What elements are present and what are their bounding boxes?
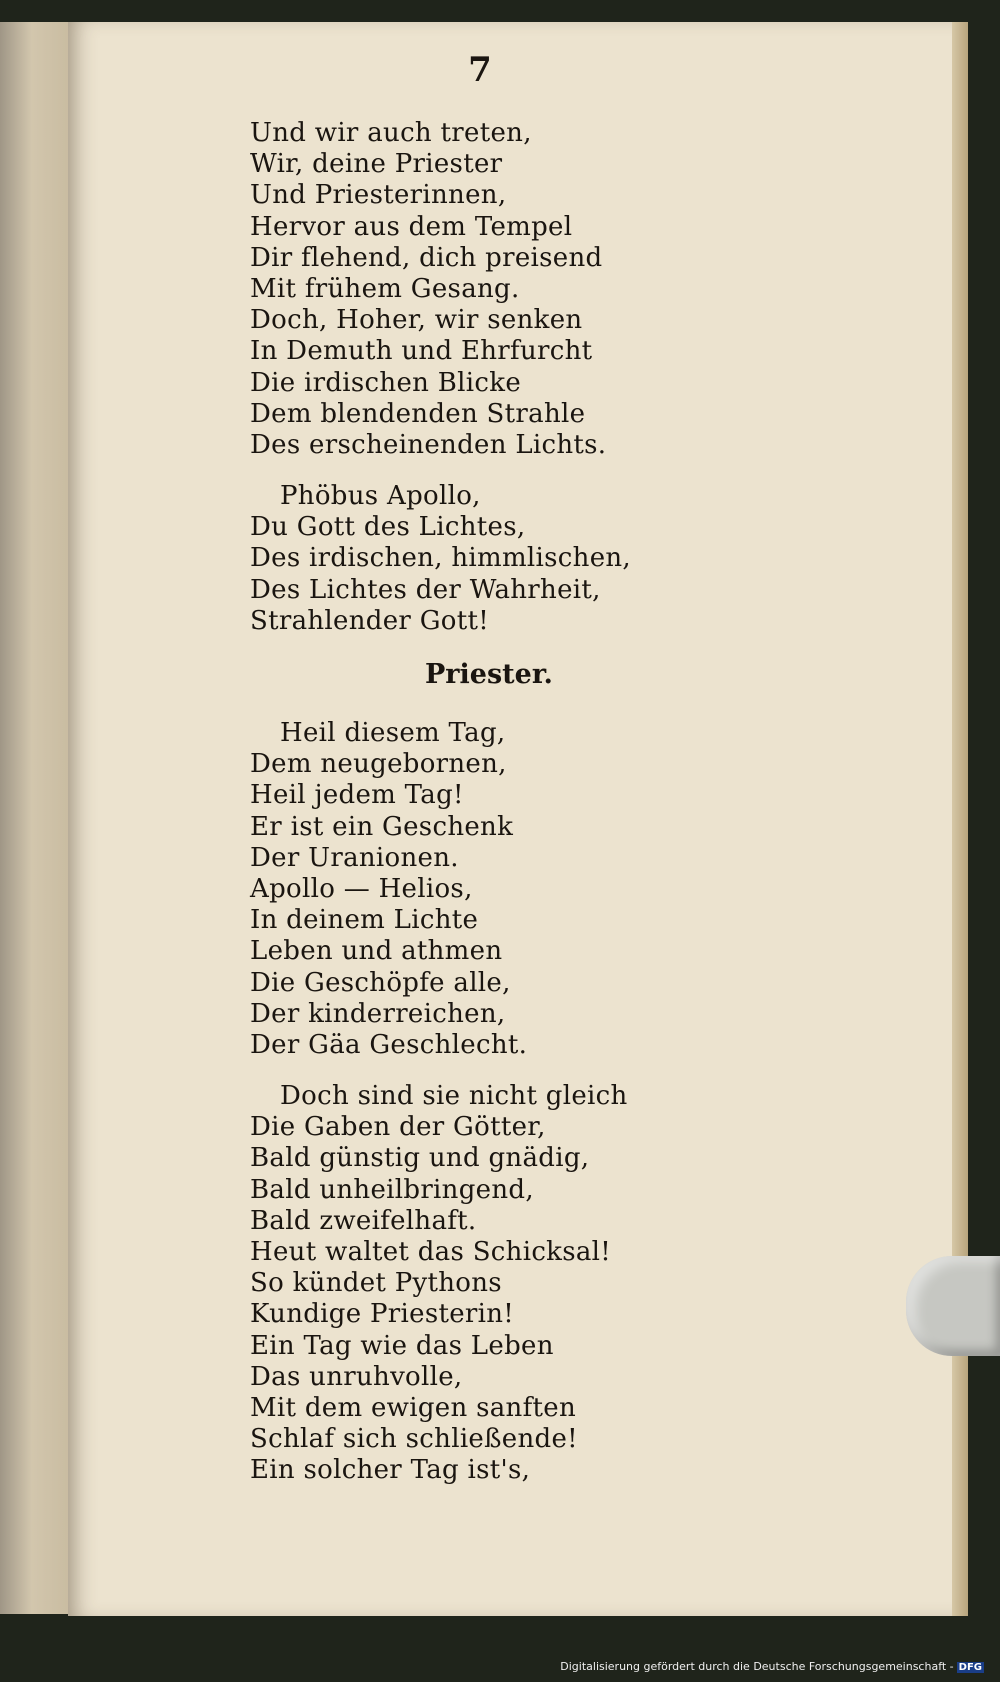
verse-line: Phöbus Apollo, bbox=[280, 481, 481, 512]
verse-line: Die Gaben der Götter, bbox=[250, 1112, 546, 1143]
stanza-3 bbox=[250, 718, 631, 1061]
verse-line: Apollo — Helios, bbox=[250, 873, 473, 904]
verse-line: Ein Tag wie das Leben bbox=[250, 1330, 554, 1361]
verse-line: Doch sind sie nicht gleich bbox=[280, 1081, 628, 1112]
verse-line: Schlaf sich schließende! bbox=[250, 1424, 578, 1455]
verse-line: Des Lichtes der Wahrheit, bbox=[250, 574, 601, 605]
poem-text bbox=[250, 118, 631, 1507]
verse-line: Mit frühem Gesang. bbox=[250, 273, 520, 304]
verse-line: Des erscheinenden Lichts. bbox=[250, 429, 607, 460]
verse-line: Heil diesem Tag, bbox=[280, 718, 506, 748]
verse-line: Dem blendenden Strahle bbox=[250, 398, 586, 429]
stanza-4 bbox=[250, 1081, 631, 1486]
verse-line: Bald zweifelhaft. bbox=[250, 1205, 477, 1236]
stanza-1 bbox=[250, 118, 631, 461]
page-number: 7 bbox=[468, 50, 492, 90]
dfg-logo: DFG bbox=[958, 1662, 982, 1673]
verse-line: Der kinderreichen, bbox=[250, 998, 506, 1029]
verse-line: Heut waltet das Schicksal! bbox=[250, 1237, 612, 1267]
verse-line: Der Gäa Geschlecht. bbox=[250, 1029, 528, 1060]
verse-line: Wir, deine Priester bbox=[250, 149, 503, 180]
verse-line: Bald günstig und gnädig, bbox=[250, 1143, 590, 1174]
page-clip bbox=[906, 1256, 1000, 1356]
verse-line: Er ist ein Geschenk bbox=[250, 811, 514, 842]
verse-line: In Demuth und Ehrfurcht bbox=[250, 336, 593, 367]
verse-line: Mit dem ewigen sanften bbox=[250, 1392, 576, 1423]
verse-line: Dem neugebornen, bbox=[250, 749, 507, 780]
verse-line: Du Gott des Lichtes, bbox=[250, 512, 526, 543]
stanza-2 bbox=[250, 481, 631, 637]
verse-line: Kundige Priesterin! bbox=[250, 1299, 515, 1330]
verse-line: Der Uranionen. bbox=[250, 842, 459, 873]
verse-line: Das unruhvolle, bbox=[250, 1361, 463, 1392]
page-edge bbox=[952, 22, 968, 1616]
previous-page-edge bbox=[0, 22, 70, 1614]
verse-line: Und Priesterinnen, bbox=[250, 180, 507, 211]
verse-line: Dir flehend, dich preisend bbox=[250, 242, 603, 273]
verse-line: Ein solcher Tag ist's, bbox=[250, 1455, 531, 1486]
verse-line: Hervor aus dem Tempel bbox=[250, 211, 573, 242]
verse-line: Doch, Hoher, wir senken bbox=[250, 305, 583, 336]
verse-line: In deinem Lichte bbox=[250, 905, 479, 936]
verse-line: Leben und athmen bbox=[250, 936, 503, 967]
verse-line: Bald unheilbringend, bbox=[250, 1174, 534, 1205]
verse-line: Die irdischen Blicke bbox=[250, 367, 522, 398]
credit-text: Digitalisierung gefördert durch die Deutsche Forschungsgemeinschaft - bbox=[560, 1660, 954, 1673]
verse-line: Heil jedem Tag! bbox=[250, 780, 464, 811]
digitization-credit bbox=[560, 1660, 984, 1673]
speaker-heading: Priester. bbox=[425, 659, 553, 690]
verse-line: Die Geschöpfe alle, bbox=[250, 967, 511, 998]
verse-line: Strahlender Gott! bbox=[250, 605, 489, 636]
verse-line: So kündet Pythons bbox=[250, 1268, 502, 1299]
verse-line: Und wir auch treten, bbox=[250, 118, 532, 148]
verse-line: Des irdischen, himmlischen, bbox=[250, 543, 631, 574]
